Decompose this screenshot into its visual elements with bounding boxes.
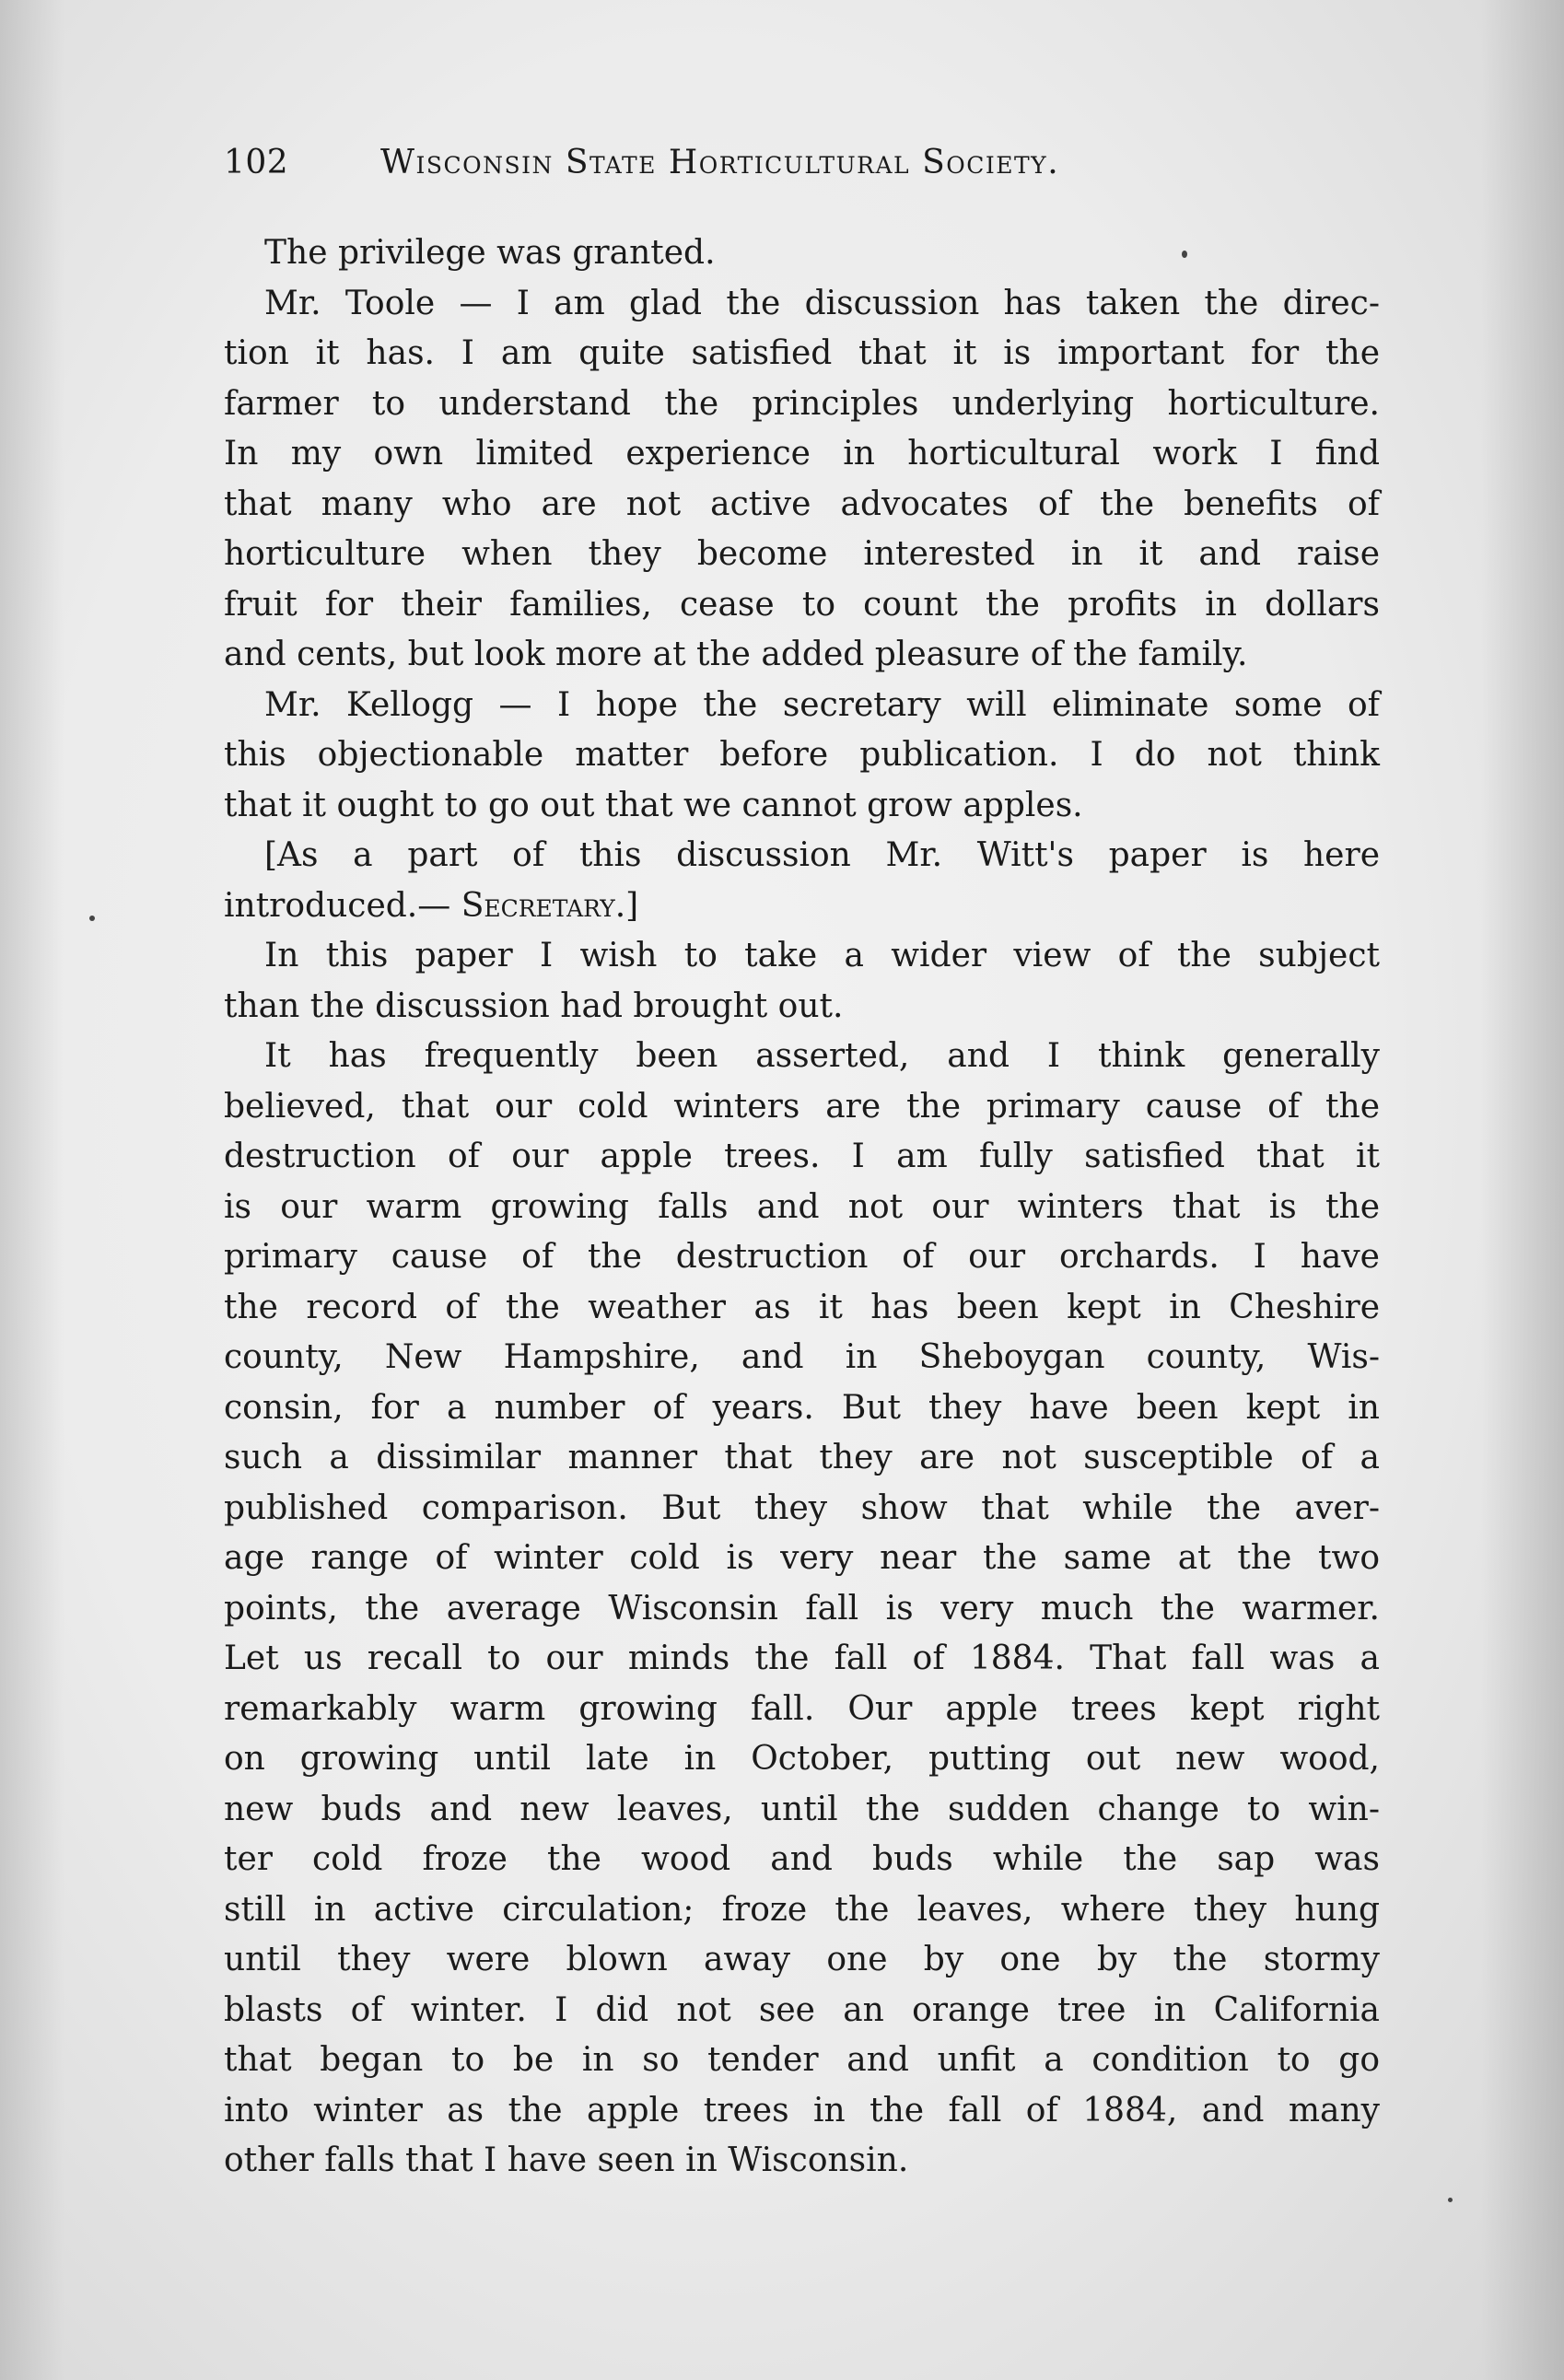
text-line: Mr. Toole — I am glad the discussion has taken the direc- [264,284,1380,322]
text-line: In this paper I wish to take a wider view of the subject [264,937,1380,974]
page-text [224,138,1380,2187]
text-line: that many who are not active advocates of the benefits of [224,484,1380,523]
running-head [224,138,1380,203]
text-line: fruit for their families, cease to count the profits in dollars [224,585,1380,624]
text-line: county, New Hampshire, and in Sheboygan county, Wis- [224,1338,1380,1376]
text-line: consin, for a number of years. But they have been kept in [224,1388,1380,1427]
text-line: Mr. Kellogg — I hope the secretary will eliminate some of [264,685,1380,724]
journal-title: Wisconsin State Horticultural Society. [380,144,1060,181]
text-line: this objectionable matter before publication. I do not think [224,736,1380,774]
page-shadow-left [0,0,64,2380]
text-line: such a dissimilar manner that they are not susceptible of a [224,1439,1380,1476]
text-line: primary cause of the destruction of our orchards. I have [224,1238,1380,1276]
text-line: In my own limited experience in horticultural work I find [224,435,1380,472]
text-line: horticulture when they become interested in it and raise [224,535,1380,573]
text-line: believed, that our cold winters are the primary cause of the [224,1087,1380,1126]
text-line: other falls that I have seen in Wisconsin. [224,2141,909,2179]
page-shadow-right [1481,0,1564,2380]
text-line: The privilege was granted. [264,234,716,272]
text-line: blasts of winter. I did not see an orange tree in California [224,1990,1380,2029]
text-line: new buds and new leaves, until the sudden change to win- [224,1790,1380,1828]
ink-speck [1448,2198,1453,2202]
text-line [224,881,1380,932]
text-line: [As a part of this discussion Mr. Witt's paper is here [264,836,1380,874]
text-line: published comparison. But they show that while the aver- [224,1488,1380,1527]
text-line: on growing until late in October, putting out new wood, [224,1740,1380,1778]
ink-speck [89,916,95,921]
text-line: still in active circulation; froze the leaves, where they hung [224,1890,1380,1929]
body-text [224,228,1380,2187]
text-line: than the discussion had brought out. [224,986,844,1025]
text-line: Let us recall to our minds the fall of 1884. That fall was a [224,1639,1380,1677]
text-line: ter cold froze the wood and buds while the sap was [224,1840,1380,1878]
text-fragment: ] [625,886,639,925]
text-line: the record of the weather as it has been kept in Cheshire [224,1288,1380,1326]
text-line: and cents, but look more at the added pleasure of the family. [224,636,1248,673]
text-line: that it ought to go out that we cannot grow apples. [224,786,1083,824]
text-line: is our warm growing falls and not our winters that is the [224,1187,1380,1226]
text-line: points, the average Wisconsin fall is very much the warmer. [224,1589,1380,1628]
text-fragment: introduced.— [224,886,461,925]
text-line: destruction of our apple trees. I am fully satisfied that it [224,1138,1380,1175]
page-number: 102 [224,144,289,181]
text-line: remarkably warm growing fall. Our apple trees kept right [224,1689,1380,1728]
text-line: tion it has. I am quite satisfied that it is important for the [224,334,1380,372]
text-line: into winter as the apple trees in the fall of 1884, and many [224,2091,1380,2129]
text-line: that began to be in so tender and unfit a condition to go [224,2041,1380,2079]
text-line: It has frequently been asserted, and I think generally [264,1037,1380,1075]
text-line: farmer to understand the principles underlying horticulture. [224,384,1380,423]
secretary-attribution: Secretary. [461,886,626,925]
text-line: until they were blown away one by one by the stormy [224,1941,1380,1978]
text-line: age range of winter cold is very near the same at the two [224,1539,1380,1577]
